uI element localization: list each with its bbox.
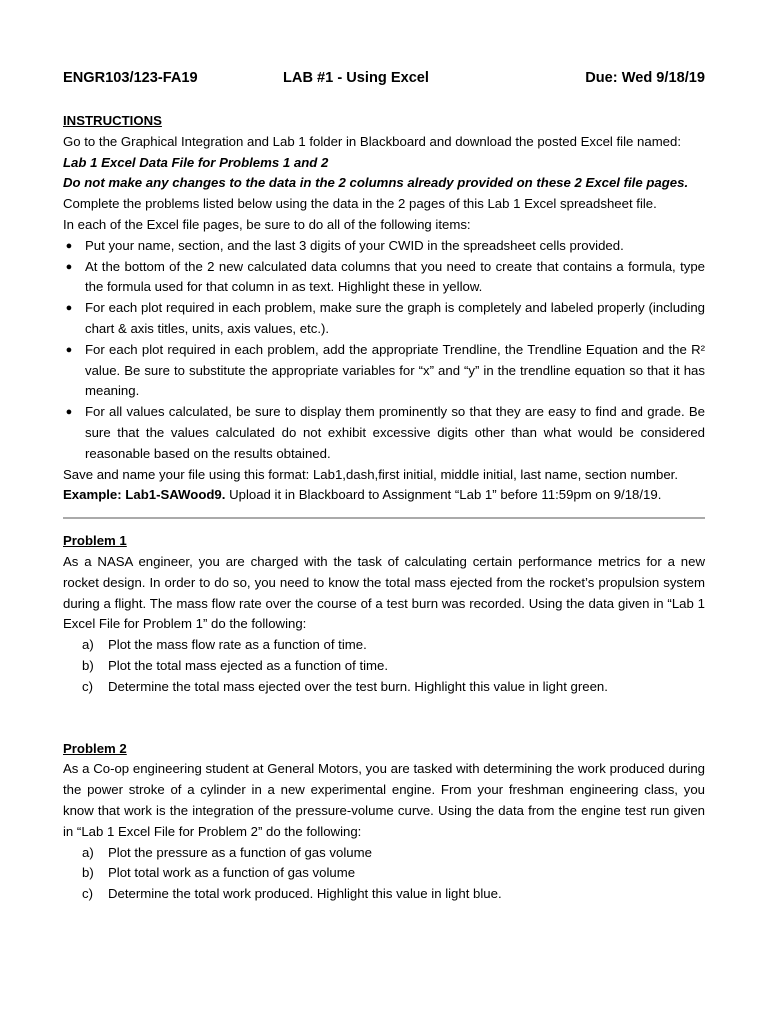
bullet-icon: ● xyxy=(65,239,73,252)
instructions-intro: Go to the Graphical Integration and Lab 1 folder in Blackboard and download the posted Excel file named: xyxy=(63,133,682,149)
task-marker: c) xyxy=(82,678,93,694)
bullet-icon: ● xyxy=(65,406,73,419)
problem-2-title: Problem 2 xyxy=(63,740,127,756)
task-text: Plot the total mass ejected as a function of time. xyxy=(108,657,389,673)
task-item xyxy=(82,884,705,905)
instructions-warning: Do not make any changes to the data in the 2 columns already provided on these 2 Excel file pages. xyxy=(63,175,689,191)
instructions-line-2: In each of the Excel file pages, be sure to do all of the following items: xyxy=(63,216,471,232)
task-text: Plot the pressure as a function of gas volume xyxy=(108,844,372,860)
instructions-title: INSTRUCTIONS xyxy=(63,113,162,128)
bullet-text: For each plot required in each problem, add the appropriate Trendline, the Trendline Equation and the R² value. Be sure to substitute the appropriate variables for “x” and “y” in the trendline equation so that it has meaning. xyxy=(85,341,705,399)
bullet-icon: ● xyxy=(65,302,73,315)
task-item xyxy=(82,656,705,677)
task-marker: b) xyxy=(82,865,94,881)
bullet-text: For all values calculated, be sure to display them prominently so that they are easy to find and grade. Be sure that the values calculated do not exhibit excessive digits other than what would be considered reasonable based on the results obtained. xyxy=(85,404,705,461)
example-text: Upload it in Blackboard to Assignment “Lab 1” before 11:59pm on 9/18/19. xyxy=(225,487,662,503)
task-text: Plot total work as a function of gas volume xyxy=(108,865,356,881)
task-item xyxy=(82,677,705,698)
problem-2-body: As a Co-op engineering student at General Motors, you are tasked with determining the work produced during the power stroke of a cylinder in a new experimental engine. From your freshman engineering class, you know that work is the integration of the pressure-volume curve. Using the data from the engine test run given in “Lab 1 Excel File for Problem 2” do the following: xyxy=(63,761,705,839)
instructions-bullet-list xyxy=(63,236,705,465)
bullet-item xyxy=(63,257,705,299)
task-text: Determine the total work produced. Highlight this value in light blue. xyxy=(108,886,502,902)
task-item xyxy=(82,843,705,864)
problem-1-task-list xyxy=(63,635,705,697)
example-line xyxy=(63,485,705,506)
task-text: Determine the total mass ejected over the test burn. Highlight this value in light green. xyxy=(108,678,608,694)
bullet-item xyxy=(63,402,705,464)
instructions-file-name: Lab 1 Excel Data File for Problems 1 and 2 xyxy=(63,154,329,170)
document-header xyxy=(63,67,705,89)
bullet-text: At the bottom of the 2 new calculated data columns that you need to create that contains a formula, type the formula used for that column in as text. Highlight these in yellow. xyxy=(85,258,705,295)
problem-1-body: As a NASA engineer, you are charged with the task of calculating certain performance metrics for a new rocket design. In order to do so, you need to know the total mass ejected from the rocket’s propulsion system during a flight. The mass flow rate over the course of a test burn was recorded. Using the data given in “Lab 1 Excel File for Problem 1” do the following: xyxy=(63,553,705,632)
bullet-icon: ● xyxy=(65,260,73,273)
task-item xyxy=(82,863,705,884)
section-divider xyxy=(63,517,705,519)
task-text: Plot the mass flow rate as a function of time. xyxy=(108,637,367,653)
example-label: Example: Lab1-SAWood9. xyxy=(63,487,226,503)
problem-2-task-list xyxy=(63,843,705,905)
task-marker: a) xyxy=(82,844,94,860)
problem-2-section xyxy=(63,739,705,905)
bullet-item xyxy=(63,340,705,402)
task-marker: b) xyxy=(82,657,94,673)
task-marker: c) xyxy=(82,886,93,902)
bullet-item xyxy=(63,236,705,257)
instructions-section xyxy=(63,111,705,506)
task-marker: a) xyxy=(82,637,94,653)
due-date: Due: Wed 9/18/19 xyxy=(585,70,705,86)
bullet-text: Put your name, section, and the last 3 digits of your CWID in the spreadsheet cells provided. xyxy=(85,237,624,253)
problem-1-section xyxy=(63,531,705,697)
instructions-line-1: Complete the problems listed below using the data in the 2 pages of this Lab 1 Excel spreadsheet file. xyxy=(63,196,657,212)
save-instructions: Save and name your file using this format: Lab1,dash,first initial, middle initial, last name, section number. xyxy=(63,466,678,482)
problem-1-title: Problem 1 xyxy=(63,533,127,549)
bullet-item xyxy=(63,298,705,340)
bullet-text: For each plot required in each problem, make sure the graph is completely and labeled properly (including chart & axis titles, units, axis values, etc.). xyxy=(85,300,705,336)
lab-title: LAB #1 - Using Excel xyxy=(283,70,429,86)
document-content xyxy=(63,67,705,905)
bullet-icon: ● xyxy=(65,343,73,356)
task-item xyxy=(82,635,705,656)
course-code: ENGR103/123-FA19 xyxy=(63,70,198,86)
